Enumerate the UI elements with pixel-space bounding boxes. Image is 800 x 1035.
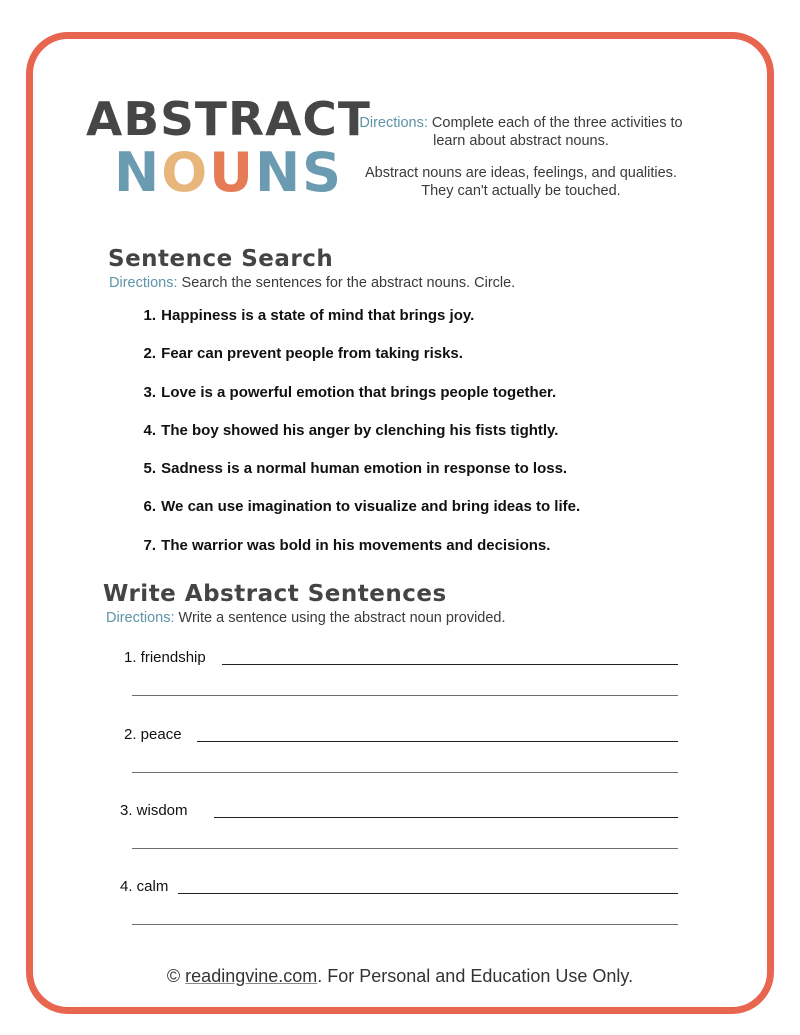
item-number: 2. (143, 345, 156, 363)
sentence-text: Sadness is a normal human emotion in response to loss. (161, 460, 568, 478)
directions-text: Complete each of the three activities to learn about abstract nouns. (427, 115, 683, 149)
answer-line[interactable] (132, 695, 678, 696)
list-item (136, 306, 580, 344)
title-letter: N (254, 141, 303, 204)
list-item (136, 497, 580, 535)
list-item (136, 459, 580, 497)
item-number: 1. (143, 307, 156, 324)
title-letter: U (209, 141, 255, 204)
answer-line[interactable] (132, 924, 678, 925)
section-directions (106, 610, 506, 626)
sentence-text: We can use imagination to visualize and bring ideas to life. (161, 498, 581, 516)
noun-label: 2. peace (124, 726, 182, 743)
list-item (136, 421, 580, 459)
sentence-text: Love is a powerful emotion that brings people together. (161, 383, 557, 401)
noun-label: 4. calm (120, 878, 169, 895)
item-number: 3. (143, 383, 156, 401)
title-letter: S (302, 141, 344, 204)
directions-label: Directions: (106, 610, 175, 626)
noun-label: 3. wisdom (120, 802, 188, 819)
answer-line[interactable] (132, 772, 678, 773)
sentence-text: Happiness is a state of mind that brings joy. (161, 307, 475, 324)
sentence-text: The warrior was bold in his movements and decisions. (161, 536, 551, 554)
sentence-text: The boy showed his anger by clenching his fists tightly. (161, 421, 559, 439)
title-letter: O (161, 141, 210, 204)
list-item (136, 536, 580, 574)
item-number: 5. (143, 460, 156, 478)
title-nouns (114, 141, 344, 204)
answer-line[interactable] (214, 817, 678, 818)
item-number: 7. (143, 536, 156, 554)
section-title-write-sentences: Write Abstract Sentences (103, 581, 447, 607)
directions-label: Directions: (109, 275, 178, 291)
intro-block (356, 114, 686, 214)
list-item (136, 344, 580, 382)
title-letter: N (114, 141, 162, 204)
sentence-list (136, 306, 580, 574)
readingvine-link[interactable]: readingvine.com (185, 966, 318, 986)
section-title-sentence-search: Sentence Search (108, 246, 334, 272)
list-item (136, 383, 580, 421)
intro-definition: Abstract nouns are ideas, feelings, and qualities. They can't actually be touched. (365, 165, 677, 199)
title-abstract: ABSTRACT (86, 92, 371, 146)
sentence-text: Fear can prevent people from taking risks. (161, 345, 463, 363)
item-number: 4. (143, 421, 156, 439)
answer-line[interactable] (197, 741, 678, 742)
item-number: 6. (143, 498, 156, 516)
answer-line[interactable] (132, 848, 678, 849)
intro-directions (356, 114, 686, 150)
answer-line[interactable] (222, 664, 678, 665)
directions-text: Write a sentence using the abstract noun provided. (174, 610, 506, 626)
directions-text: Search the sentences for the abstract nouns. Circle. (177, 275, 516, 291)
footer (0, 966, 800, 987)
footer-text: . For Personal and Education Use Only. (317, 966, 634, 986)
copyright-symbol: © (166, 966, 186, 986)
section-directions (109, 275, 515, 291)
noun-label: 1. friendship (124, 649, 206, 666)
answer-line[interactable] (178, 893, 678, 894)
directions-label: Directions: (359, 115, 428, 131)
